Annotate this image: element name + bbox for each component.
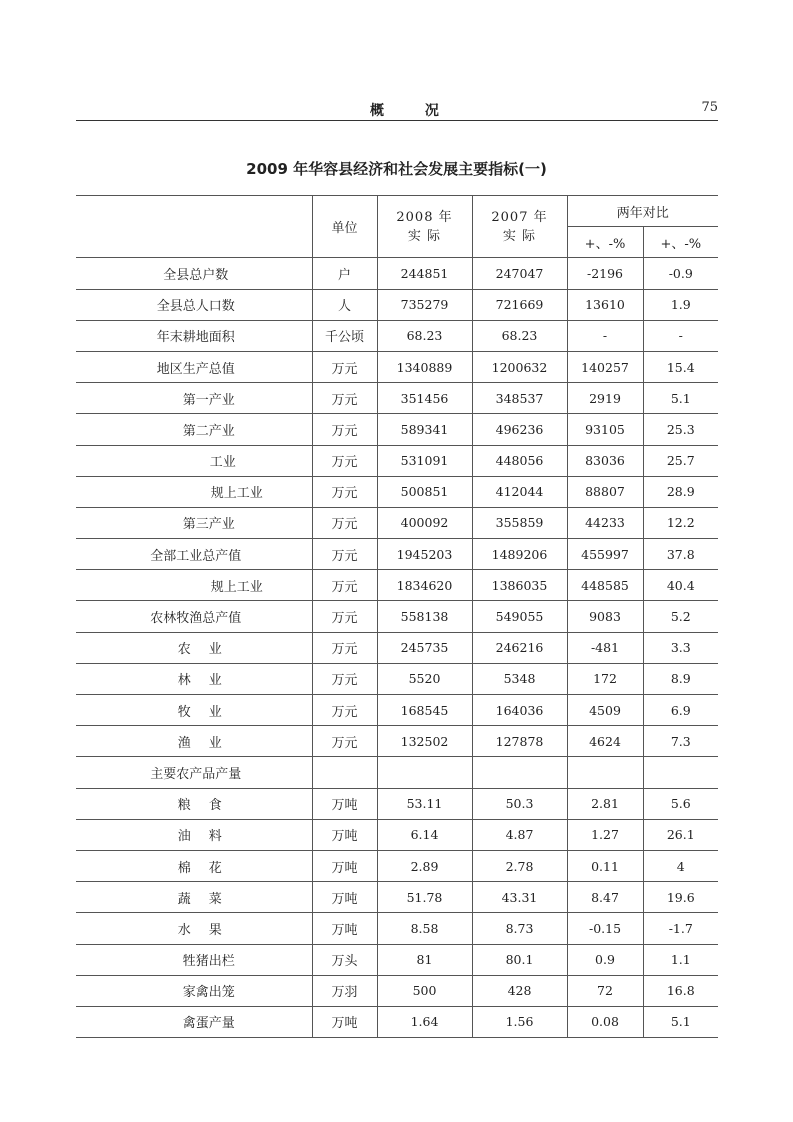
value-2008-cell: 68.23 — [377, 320, 472, 351]
indicator-name: 水果 — [76, 913, 312, 944]
value-2008-cell: 1340889 — [377, 351, 472, 382]
percent-change-cell: 15.4 — [643, 351, 718, 382]
table-row — [76, 258, 718, 289]
difference-cell: -2196 — [567, 258, 643, 289]
indicator-name: 棉花 — [76, 850, 312, 881]
percent-change-cell: 26.1 — [643, 819, 718, 850]
unit-cell: 万元 — [312, 570, 377, 601]
table-row — [76, 507, 718, 538]
indicator-name: 粮食 — [76, 788, 312, 819]
percent-change-cell: -1.7 — [643, 913, 718, 944]
table-row — [76, 975, 718, 1006]
value-2008-cell: 735279 — [377, 289, 472, 320]
indicator-name: 渔业 — [76, 726, 312, 757]
difference-cell: 1.27 — [567, 819, 643, 850]
percent-change-cell: 5.6 — [643, 788, 718, 819]
percent-change-cell: 6.9 — [643, 695, 718, 726]
difference-cell: 172 — [567, 663, 643, 694]
table-row — [76, 414, 718, 445]
percent-change-cell: 4 — [643, 850, 718, 881]
unit-cell: 万元 — [312, 726, 377, 757]
value-2007-cell: 247047 — [472, 258, 567, 289]
unit-cell — [312, 757, 377, 788]
percent-change-cell: 7.3 — [643, 726, 718, 757]
unit-cell: 万元 — [312, 383, 377, 414]
unit-cell: 万元 — [312, 507, 377, 538]
value-2007-cell: 412044 — [472, 476, 567, 507]
value-2008-cell: 51.78 — [377, 882, 472, 913]
percent-change-cell: 37.8 — [643, 539, 718, 570]
year-2007-column-header — [472, 196, 567, 258]
percent-change-cell: 12.2 — [643, 507, 718, 538]
percent-change-cell: 40.4 — [643, 570, 718, 601]
running-header — [76, 96, 718, 121]
unit-cell: 万吨 — [312, 913, 377, 944]
percent-change-cell: -0.9 — [643, 258, 718, 289]
table-row — [76, 351, 718, 382]
indicator-name: 工业 — [76, 445, 312, 476]
difference-cell: 88807 — [567, 476, 643, 507]
value-2007-cell: 549055 — [472, 601, 567, 632]
percent-change-cell: 25.3 — [643, 414, 718, 445]
value-2007-cell: 5348 — [472, 663, 567, 694]
unit-cell: 万吨 — [312, 788, 377, 819]
value-2008-cell: 53.11 — [377, 788, 472, 819]
difference-cell — [567, 757, 643, 788]
indicator-name: 家禽出笼 — [76, 975, 312, 1006]
difference-cell: 44233 — [567, 507, 643, 538]
indicator-name: 牧业 — [76, 695, 312, 726]
indicator-name: 主要农产品产量 — [76, 757, 312, 788]
percent-change-cell: - — [643, 320, 718, 351]
table-row — [76, 695, 718, 726]
value-2007-cell: 1.56 — [472, 1006, 567, 1037]
difference-cell: 8.47 — [567, 882, 643, 913]
unit-cell: 万元 — [312, 601, 377, 632]
difference-cell: 13610 — [567, 289, 643, 320]
value-2007-cell: 164036 — [472, 695, 567, 726]
value-2008-cell: 168545 — [377, 695, 472, 726]
value-2007-cell: 1386035 — [472, 570, 567, 601]
table-row — [76, 726, 718, 757]
difference-cell: 4624 — [567, 726, 643, 757]
difference-cell: -481 — [567, 632, 643, 663]
indicator-name: 蔬菜 — [76, 882, 312, 913]
difference-cell: -0.15 — [567, 913, 643, 944]
value-2007-cell: 1200632 — [472, 351, 567, 382]
value-2008-cell: 244851 — [377, 258, 472, 289]
indicator-name: 规上工业 — [76, 570, 312, 601]
value-2007-cell: 8.73 — [472, 913, 567, 944]
indicator-name: 林业 — [76, 663, 312, 694]
indicator-name: 地区生产总值 — [76, 351, 312, 382]
value-2008-cell: 245735 — [377, 632, 472, 663]
page-number: 75 — [701, 100, 718, 115]
percent-change-cell: 28.9 — [643, 476, 718, 507]
section-title: 概 况 — [370, 103, 457, 119]
unit-cell: 万头 — [312, 944, 377, 975]
unit-cell: 万元 — [312, 539, 377, 570]
indicator-name: 规上工业 — [76, 476, 312, 507]
table-row — [76, 632, 718, 663]
indicator-name: 农林牧渔总产值 — [76, 601, 312, 632]
indicator-name: 农业 — [76, 632, 312, 663]
value-2007-cell: 50.3 — [472, 788, 567, 819]
value-2008-cell: 558138 — [377, 601, 472, 632]
difference-cell: 4509 — [567, 695, 643, 726]
percent-change-cell: 19.6 — [643, 882, 718, 913]
difference-cell: 72 — [567, 975, 643, 1006]
year-2007-sublabel: 实 际 — [502, 228, 537, 244]
difference-cell: 0.9 — [567, 944, 643, 975]
value-2007-cell: 4.87 — [472, 819, 567, 850]
value-2007-cell: 1489206 — [472, 539, 567, 570]
indicator-name: 全县总户数 — [76, 258, 312, 289]
value-2008-cell: 81 — [377, 944, 472, 975]
value-2008-cell: 8.58 — [377, 913, 472, 944]
indicator-name: 第一产业 — [76, 383, 312, 414]
table-row — [76, 913, 718, 944]
percent-change-cell: 5.1 — [643, 1006, 718, 1037]
indicators-table — [76, 195, 718, 1038]
percent-change-cell: 1.1 — [643, 944, 718, 975]
table-row — [76, 476, 718, 507]
indicator-column-header — [76, 196, 312, 258]
difference-cell: - — [567, 320, 643, 351]
table-row — [76, 944, 718, 975]
percent-change-cell: 5.2 — [643, 601, 718, 632]
difference-cell: 140257 — [567, 351, 643, 382]
indicator-name: 第三产业 — [76, 507, 312, 538]
table-body — [76, 258, 718, 1038]
indicator-name: 年末耕地面积 — [76, 320, 312, 351]
table-row — [76, 320, 718, 351]
difference-cell: 455997 — [567, 539, 643, 570]
comparison-column-header: 两年对比 — [567, 196, 718, 227]
unit-cell: 万元 — [312, 476, 377, 507]
value-2008-cell: 400092 — [377, 507, 472, 538]
value-2008-cell: 531091 — [377, 445, 472, 476]
unit-cell: 万元 — [312, 663, 377, 694]
comparison-abs-header: +、-% — [567, 227, 643, 258]
value-2007-cell: 68.23 — [472, 320, 567, 351]
unit-cell: 人 — [312, 289, 377, 320]
comparison-pct-header: +、-% — [643, 227, 718, 258]
value-2007-cell: 448056 — [472, 445, 567, 476]
year-2008-column-header — [377, 196, 472, 258]
value-2008-cell: 2.89 — [377, 850, 472, 881]
table-row — [76, 601, 718, 632]
value-2007-cell: 496236 — [472, 414, 567, 445]
value-2007-cell: 246216 — [472, 632, 567, 663]
difference-cell: 0.08 — [567, 1006, 643, 1037]
value-2007-cell: 355859 — [472, 507, 567, 538]
percent-change-cell: 25.7 — [643, 445, 718, 476]
indicator-name: 第二产业 — [76, 414, 312, 445]
value-2007-cell: 80.1 — [472, 944, 567, 975]
table-row — [76, 1006, 718, 1037]
percent-change-cell: 8.9 — [643, 663, 718, 694]
value-2008-cell: 500 — [377, 975, 472, 1006]
year-2008-label: 2008 年 — [396, 209, 453, 225]
value-2008-cell: 6.14 — [377, 819, 472, 850]
percent-change-cell: 1.9 — [643, 289, 718, 320]
difference-cell: 83036 — [567, 445, 643, 476]
unit-cell: 万吨 — [312, 819, 377, 850]
value-2007-cell: 721669 — [472, 289, 567, 320]
value-2007-cell: 43.31 — [472, 882, 567, 913]
table-row — [76, 539, 718, 570]
year-2008-sublabel: 实 际 — [407, 228, 442, 244]
unit-cell: 万吨 — [312, 1006, 377, 1037]
value-2008-cell: 132502 — [377, 726, 472, 757]
table-row — [76, 819, 718, 850]
table-row — [76, 850, 718, 881]
value-2008-cell: 351456 — [377, 383, 472, 414]
table-row — [76, 289, 718, 320]
value-2008-cell: 500851 — [377, 476, 472, 507]
percent-change-cell: 3.3 — [643, 632, 718, 663]
value-2008-cell: 5520 — [377, 663, 472, 694]
table-row — [76, 445, 718, 476]
table-row — [76, 882, 718, 913]
value-2008-cell: 1945203 — [377, 539, 472, 570]
unit-cell: 万吨 — [312, 882, 377, 913]
table-row — [76, 788, 718, 819]
difference-cell: 2.81 — [567, 788, 643, 819]
table-title: 2009 年华容县经济和社会发展主要指标(一) — [246, 160, 547, 178]
difference-cell: 0.11 — [567, 850, 643, 881]
value-2007-cell: 2.78 — [472, 850, 567, 881]
value-2007-cell — [472, 757, 567, 788]
indicator-name: 油料 — [76, 819, 312, 850]
value-2007-cell: 428 — [472, 975, 567, 1006]
difference-cell: 448585 — [567, 570, 643, 601]
value-2008-cell: 589341 — [377, 414, 472, 445]
indicator-name: 全部工业总产值 — [76, 539, 312, 570]
table-row — [76, 663, 718, 694]
indicator-name: 全县总人口数 — [76, 289, 312, 320]
value-2007-cell: 348537 — [472, 383, 567, 414]
value-2008-cell: 1834620 — [377, 570, 472, 601]
table-row — [76, 570, 718, 601]
unit-cell: 万元 — [312, 445, 377, 476]
unit-cell: 万元 — [312, 632, 377, 663]
percent-change-cell — [643, 757, 718, 788]
percent-change-cell: 5.1 — [643, 383, 718, 414]
value-2007-cell: 127878 — [472, 726, 567, 757]
unit-cell: 千公顷 — [312, 320, 377, 351]
year-2007-label: 2007 年 — [491, 209, 548, 225]
table-row — [76, 383, 718, 414]
value-2008-cell — [377, 757, 472, 788]
unit-column-header: 单位 — [312, 196, 377, 258]
difference-cell: 2919 — [567, 383, 643, 414]
indicator-name: 禽蛋产量 — [76, 1006, 312, 1037]
unit-cell: 户 — [312, 258, 377, 289]
unit-cell: 万元 — [312, 695, 377, 726]
difference-cell: 9083 — [567, 601, 643, 632]
unit-cell: 万吨 — [312, 850, 377, 881]
unit-cell: 万羽 — [312, 975, 377, 1006]
percent-change-cell: 16.8 — [643, 975, 718, 1006]
value-2008-cell: 1.64 — [377, 1006, 472, 1037]
difference-cell: 93105 — [567, 414, 643, 445]
unit-cell: 万元 — [312, 351, 377, 382]
table-row — [76, 757, 718, 788]
unit-cell: 万元 — [312, 414, 377, 445]
indicator-name: 牲猪出栏 — [76, 944, 312, 975]
